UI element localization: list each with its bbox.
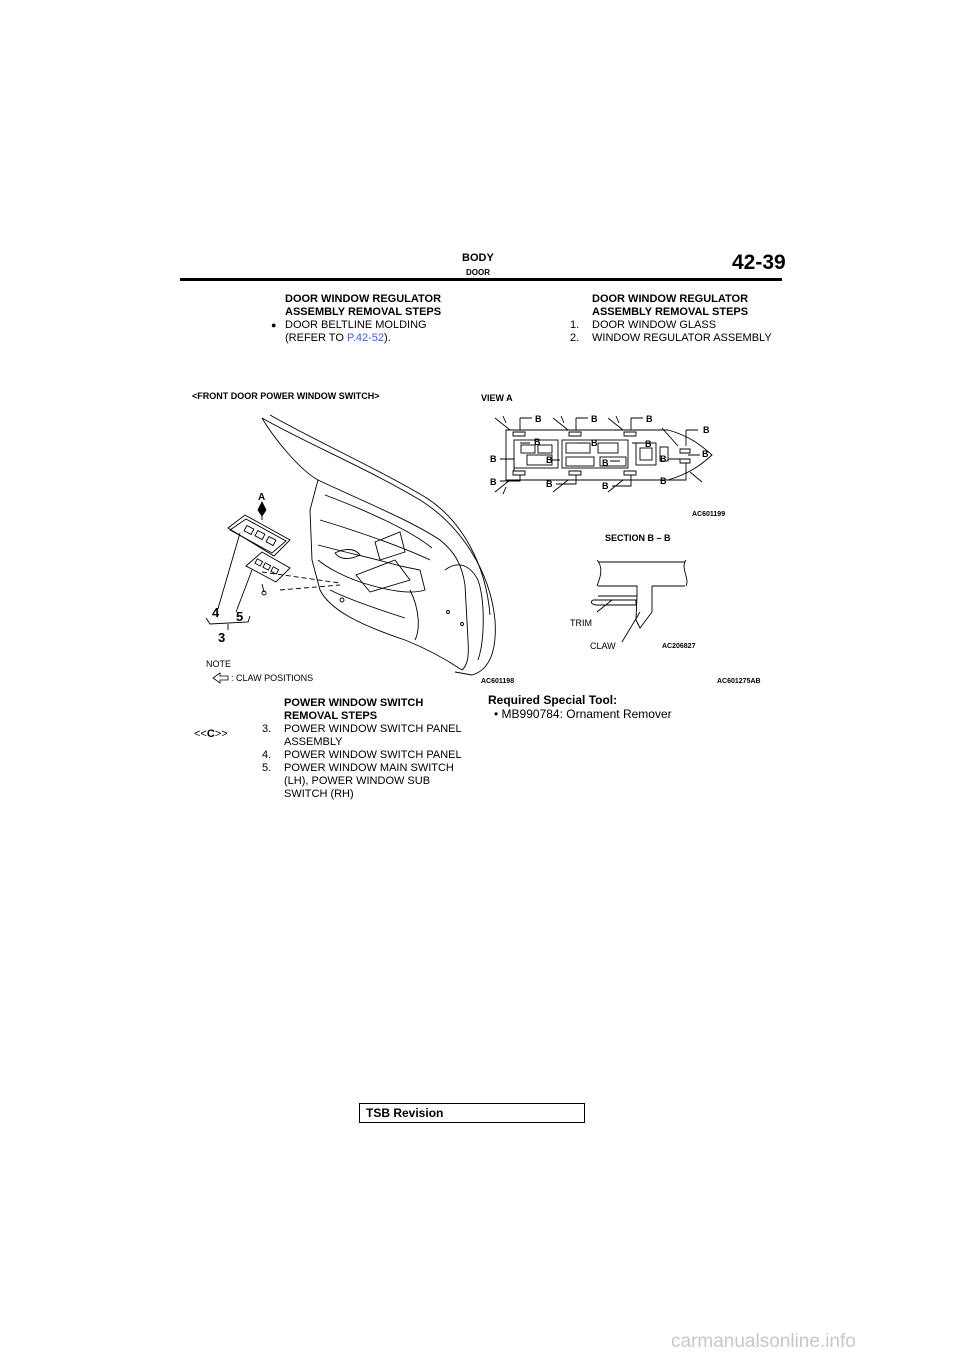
section-label: SECTION B – B (605, 533, 671, 543)
callout-b: B (660, 476, 667, 486)
item-number: 3. (262, 723, 272, 735)
heading-line: REMOVAL STEPS (284, 710, 378, 722)
figure-code: AC601275AB (717, 678, 761, 685)
item-number: 4. (262, 749, 272, 761)
callout-b: B (591, 414, 598, 424)
callout-b: B (591, 438, 598, 448)
bullet-icon: • (494, 707, 499, 721)
section-title: BODY (462, 252, 494, 264)
callout-b: B (660, 454, 667, 464)
callout-b: B (534, 437, 541, 447)
figure-title: <FRONT DOOR POWER WINDOW SWITCH> (192, 391, 380, 401)
page-number: 42-39 (732, 251, 786, 274)
callout-b: B (490, 477, 497, 487)
item-number: 1. (570, 319, 580, 331)
watermark: carmanualsonline.info (671, 1331, 856, 1352)
callout-b: B (646, 414, 653, 424)
item-text: DOOR WINDOW GLASS (592, 319, 717, 331)
section-code: AC206827 (662, 643, 696, 650)
list-item (262, 723, 462, 736)
callout-a: A (258, 492, 266, 503)
side-marker-letter: C (206, 728, 215, 740)
claw-b-labels (490, 414, 710, 491)
door-figure-code: AC601198 (481, 678, 515, 685)
special-tool-block (488, 693, 672, 721)
list-item-continuation: SWITCH (RH) (284, 788, 354, 800)
callout-b: B (703, 425, 710, 435)
side-marker-suffix: >> (214, 728, 228, 740)
item-text: ). (384, 332, 391, 344)
view-a-label: VIEW A (481, 393, 513, 403)
item-text: POWER WINDOW SWITCH PANEL (284, 749, 462, 761)
bullet-icon: ● (271, 320, 277, 330)
callout-3: 3 (218, 630, 226, 645)
section-drawing (591, 560, 687, 642)
callout-4: 4 (212, 605, 220, 620)
item-text: WINDOW REGULATOR ASSEMBLY (592, 332, 772, 344)
item-text: POWER WINDOW SWITCH PANEL (284, 723, 462, 735)
item-text: (REFER TO (285, 332, 347, 344)
door-drawing (262, 415, 495, 675)
callout-b: B (535, 414, 542, 424)
heading-line: DOOR WINDOW REGULATOR (285, 293, 442, 305)
callout-b: B (602, 458, 609, 468)
callout-b: B (546, 455, 553, 465)
callout-5: 5 (236, 609, 244, 624)
list-item (262, 762, 462, 775)
side-marker-prefix: << (194, 728, 207, 740)
tool-text: MB990784: Ornament Remover (501, 707, 672, 721)
subsection-title: DOOR (466, 268, 490, 277)
switch-panel-drawing (206, 502, 340, 630)
callout-b: B (490, 454, 497, 464)
claw-label: CLAW (590, 641, 616, 651)
list-item-continuation: (LH), POWER WINDOW SUB (284, 775, 431, 787)
callout-b: B (702, 449, 709, 459)
view-a-code: AC601199 (692, 511, 726, 518)
side-marker (194, 728, 228, 741)
special-tool-heading: Required Special Tool: (488, 693, 618, 707)
page-reference-link[interactable]: P.42-52 (346, 332, 385, 344)
note-text: : CLAW POSITIONS (231, 673, 314, 683)
list-item (262, 749, 462, 762)
claw-arrow-icon (213, 673, 228, 683)
callout-b: B (546, 479, 553, 489)
note-label: NOTE (206, 659, 232, 669)
heading-line: ASSEMBLY REMOVAL STEPS (285, 306, 442, 318)
item-text: POWER WINDOW MAIN SWITCH (284, 762, 454, 774)
tsb-revision-box: TSB Revision (359, 1103, 585, 1123)
heading-line: POWER WINDOW SWITCH (284, 697, 424, 709)
callout-b: B (602, 481, 609, 491)
heading-line: DOOR WINDOW REGULATOR (592, 293, 749, 305)
item-number: 2. (570, 332, 580, 344)
trim-label: TRIM (570, 618, 592, 628)
callout-b: B (645, 439, 652, 449)
item-text: DOOR BELTLINE MOLDING (285, 319, 427, 331)
list-item-continuation: ASSEMBLY (284, 736, 343, 748)
item-number: 5. (262, 762, 272, 774)
list-item (488, 707, 672, 721)
switch-removal-steps (262, 697, 462, 801)
heading-line: ASSEMBLY REMOVAL STEPS (592, 306, 749, 318)
